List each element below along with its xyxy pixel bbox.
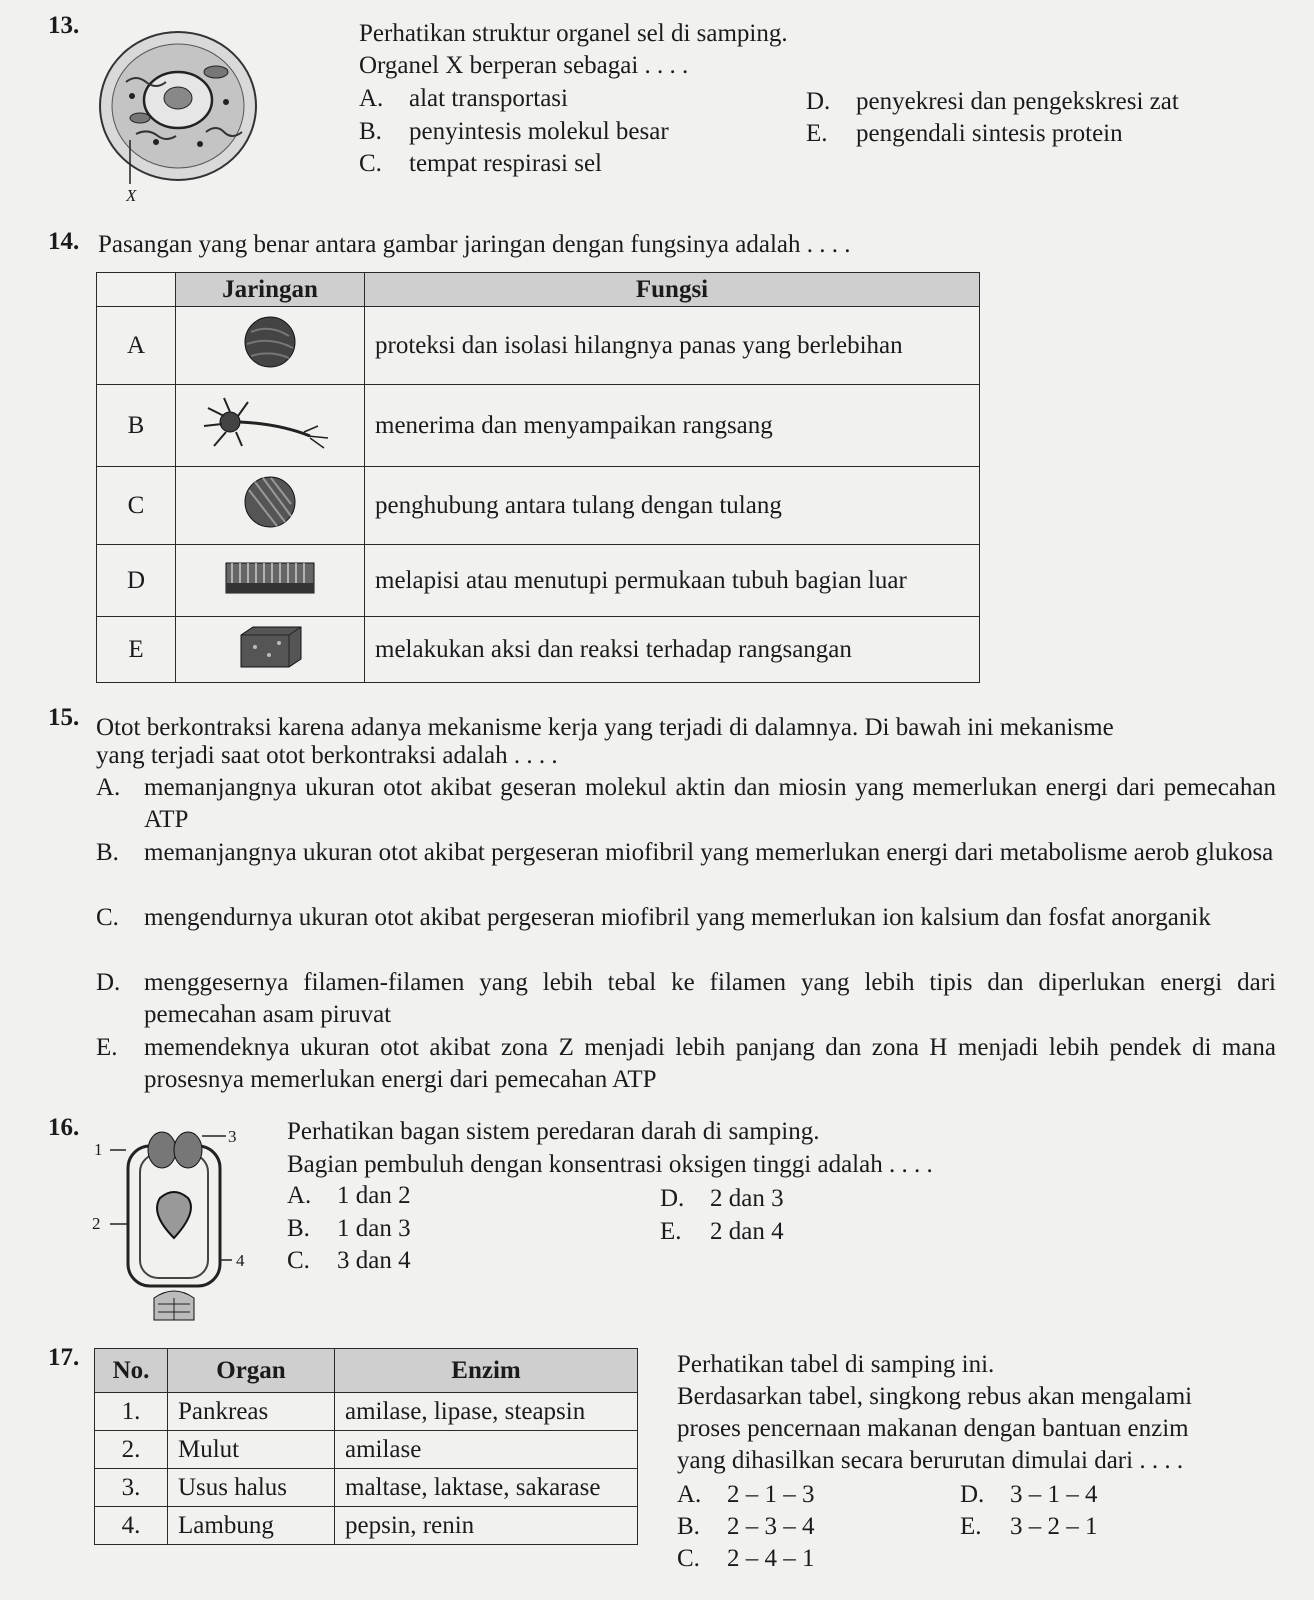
- table-row: [97, 467, 980, 545]
- q16-option-d[interactable]: D. 2 dan 3: [660, 1185, 784, 1212]
- table-row: 4. Lambung pepsin, renin: [95, 1507, 638, 1545]
- q16-option-a[interactable]: A. 1 dan 2: [287, 1182, 411, 1209]
- circulatory-system-diagram: [92, 1128, 252, 1328]
- vessel-label-3: 3: [228, 1127, 237, 1146]
- epithelium-icon: [222, 555, 318, 599]
- q15-option-a[interactable]: A. memanjangnya ukuran otot akibat geseran molekul aktin dan miosin yang memerlukan energi dari pemecahan ATP: [96, 774, 1276, 833]
- q15-option-c[interactable]: C. mengendurnya ukuran otot akibat pergeseran miofibril yang memerlukan ion kalsium dan fosfat anorganik: [96, 904, 1211, 931]
- table-row: [97, 385, 980, 467]
- table-row: 1. Pankreas amilase, lipase, steapsin: [95, 1393, 638, 1431]
- q13-stem-line2: Organel X berperan sebagai . . . .: [359, 52, 689, 79]
- q17-stem-line3: proses pencernaan makanan dengan bantuan enzim: [677, 1415, 1189, 1442]
- table-row: [97, 545, 980, 617]
- animal-cell-illustration: [96, 22, 266, 212]
- neuron-icon: [200, 392, 340, 452]
- row-fungsi: penghubung antara tulang dengan tulang: [365, 467, 980, 545]
- q15-stem-line2: yang terjadi saat otot berkontraksi adalah . . . .: [96, 742, 558, 769]
- header-fungsi: Fungsi: [365, 273, 980, 307]
- q17-option-b[interactable]: B. 2 – 3 – 4: [677, 1513, 815, 1540]
- organelle-x-label: X: [126, 186, 137, 205]
- header-no: No.: [95, 1349, 168, 1393]
- row-letter: E: [97, 617, 176, 683]
- row-letter: B: [97, 385, 176, 467]
- q13-option-d[interactable]: D. penyekresi dan pengekskresi zat: [806, 88, 1179, 115]
- row-letter: A: [97, 307, 176, 385]
- q16-option-c[interactable]: C. 3 dan 4: [287, 1247, 411, 1274]
- q14-stem: Pasangan yang benar antara gambar jaringan dengan fungsinya adalah . . . .: [98, 231, 851, 258]
- table-row: [97, 617, 980, 683]
- q16-stem-line2: Bagian pembuluh dengan konsentrasi oksigen tinggi adalah . . . .: [287, 1151, 933, 1178]
- q13-option-b[interactable]: B. penyintesis molekul besar: [359, 118, 669, 145]
- q15-option-d[interactable]: D. menggesernya filamen-filamen yang lebih tebal ke filamen yang lebih tipis dan diperlukan energi dari pemecahan asam piruvat: [96, 969, 1276, 1028]
- table-row: [97, 307, 980, 385]
- q16-option-b[interactable]: B. 1 dan 3: [287, 1215, 411, 1242]
- q17-option-d[interactable]: D. 3 – 1 – 4: [960, 1481, 1098, 1508]
- q17-option-e[interactable]: E. 3 – 2 – 1: [960, 1513, 1098, 1540]
- header-enzim: Enzim: [335, 1349, 638, 1393]
- round-tissue-icon: [235, 312, 305, 372]
- tissue-function-table: [96, 272, 980, 683]
- q17-stem-line4: yang dihasilkan secara berurutan dimulai dari . . . .: [677, 1447, 1184, 1474]
- question-13-number: 13.: [48, 12, 80, 39]
- table-row: 3. Usus halus maltase, laktase, sakarase: [95, 1469, 638, 1507]
- striated-tissue-icon: [235, 472, 305, 532]
- row-fungsi: melakukan aksi dan reaksi terhadap rangsangan: [365, 617, 980, 683]
- organ-enzyme-table: [94, 1348, 638, 1545]
- q17-option-a[interactable]: A. 2 – 1 – 3: [677, 1481, 815, 1508]
- vessel-label-2: 2: [92, 1214, 101, 1233]
- q13-stem-line1: Perhatikan struktur organel sel di samping.: [359, 20, 788, 47]
- q16-option-e[interactable]: E. 2 dan 4: [660, 1218, 784, 1245]
- row-fungsi: proteksi dan isolasi hilangnya panas yang berlebihan: [365, 307, 980, 385]
- q17-option-c[interactable]: C. 2 – 4 – 1: [677, 1545, 815, 1572]
- header-organ: Organ: [168, 1349, 335, 1393]
- q13-option-c[interactable]: C. tempat respirasi sel: [359, 150, 602, 177]
- header-jaringan: Jaringan: [176, 273, 365, 307]
- q13-option-e[interactable]: E. pengendali sintesis protein: [806, 120, 1123, 147]
- vessel-label-4: 4: [236, 1251, 245, 1270]
- q17-stem-line2: Berdasarkan tabel, singkong rebus akan mengalami: [677, 1383, 1193, 1410]
- q13-option-a[interactable]: A. alat transportasi: [359, 85, 568, 112]
- question-14-number: 14.: [48, 228, 80, 255]
- tissue-block-icon: [235, 621, 305, 671]
- q16-stem-line1: Perhatikan bagan sistem peredaran darah di samping.: [287, 1118, 820, 1145]
- row-letter: C: [97, 467, 176, 545]
- question-16-number: 16.: [48, 1114, 80, 1141]
- row-fungsi: melapisi atau menutupi permukaan tubuh bagian luar: [365, 545, 980, 617]
- question-17-number: 17.: [48, 1344, 80, 1371]
- q15-option-e[interactable]: E. memendeknya ukuran otot akibat zona Z menjadi lebih panjang dan zona H menjadi lebih pendek di mana prosesnya memerlukan energi dari pemecahan ATP: [96, 1034, 1276, 1093]
- row-fungsi: menerima dan menyampaikan rangsang: [365, 385, 980, 467]
- vessel-label-1: 1: [94, 1140, 103, 1159]
- question-15-number: 15.: [48, 704, 80, 731]
- table-row: 2. Mulut amilase: [95, 1431, 638, 1469]
- q15-option-b[interactable]: B. memanjangnya ukuran otot akibat pergeseran miofibril yang memerlukan energi dari metabolisme aerob glukosa: [96, 839, 1274, 866]
- row-letter: D: [97, 545, 176, 617]
- q15-stem-line1: Otot berkontraksi karena adanya mekanisme kerja yang terjadi di dalamnya. Di bawah ini mekanisme: [96, 714, 1114, 741]
- q17-stem-line1: Perhatikan tabel di samping ini.: [677, 1351, 995, 1378]
